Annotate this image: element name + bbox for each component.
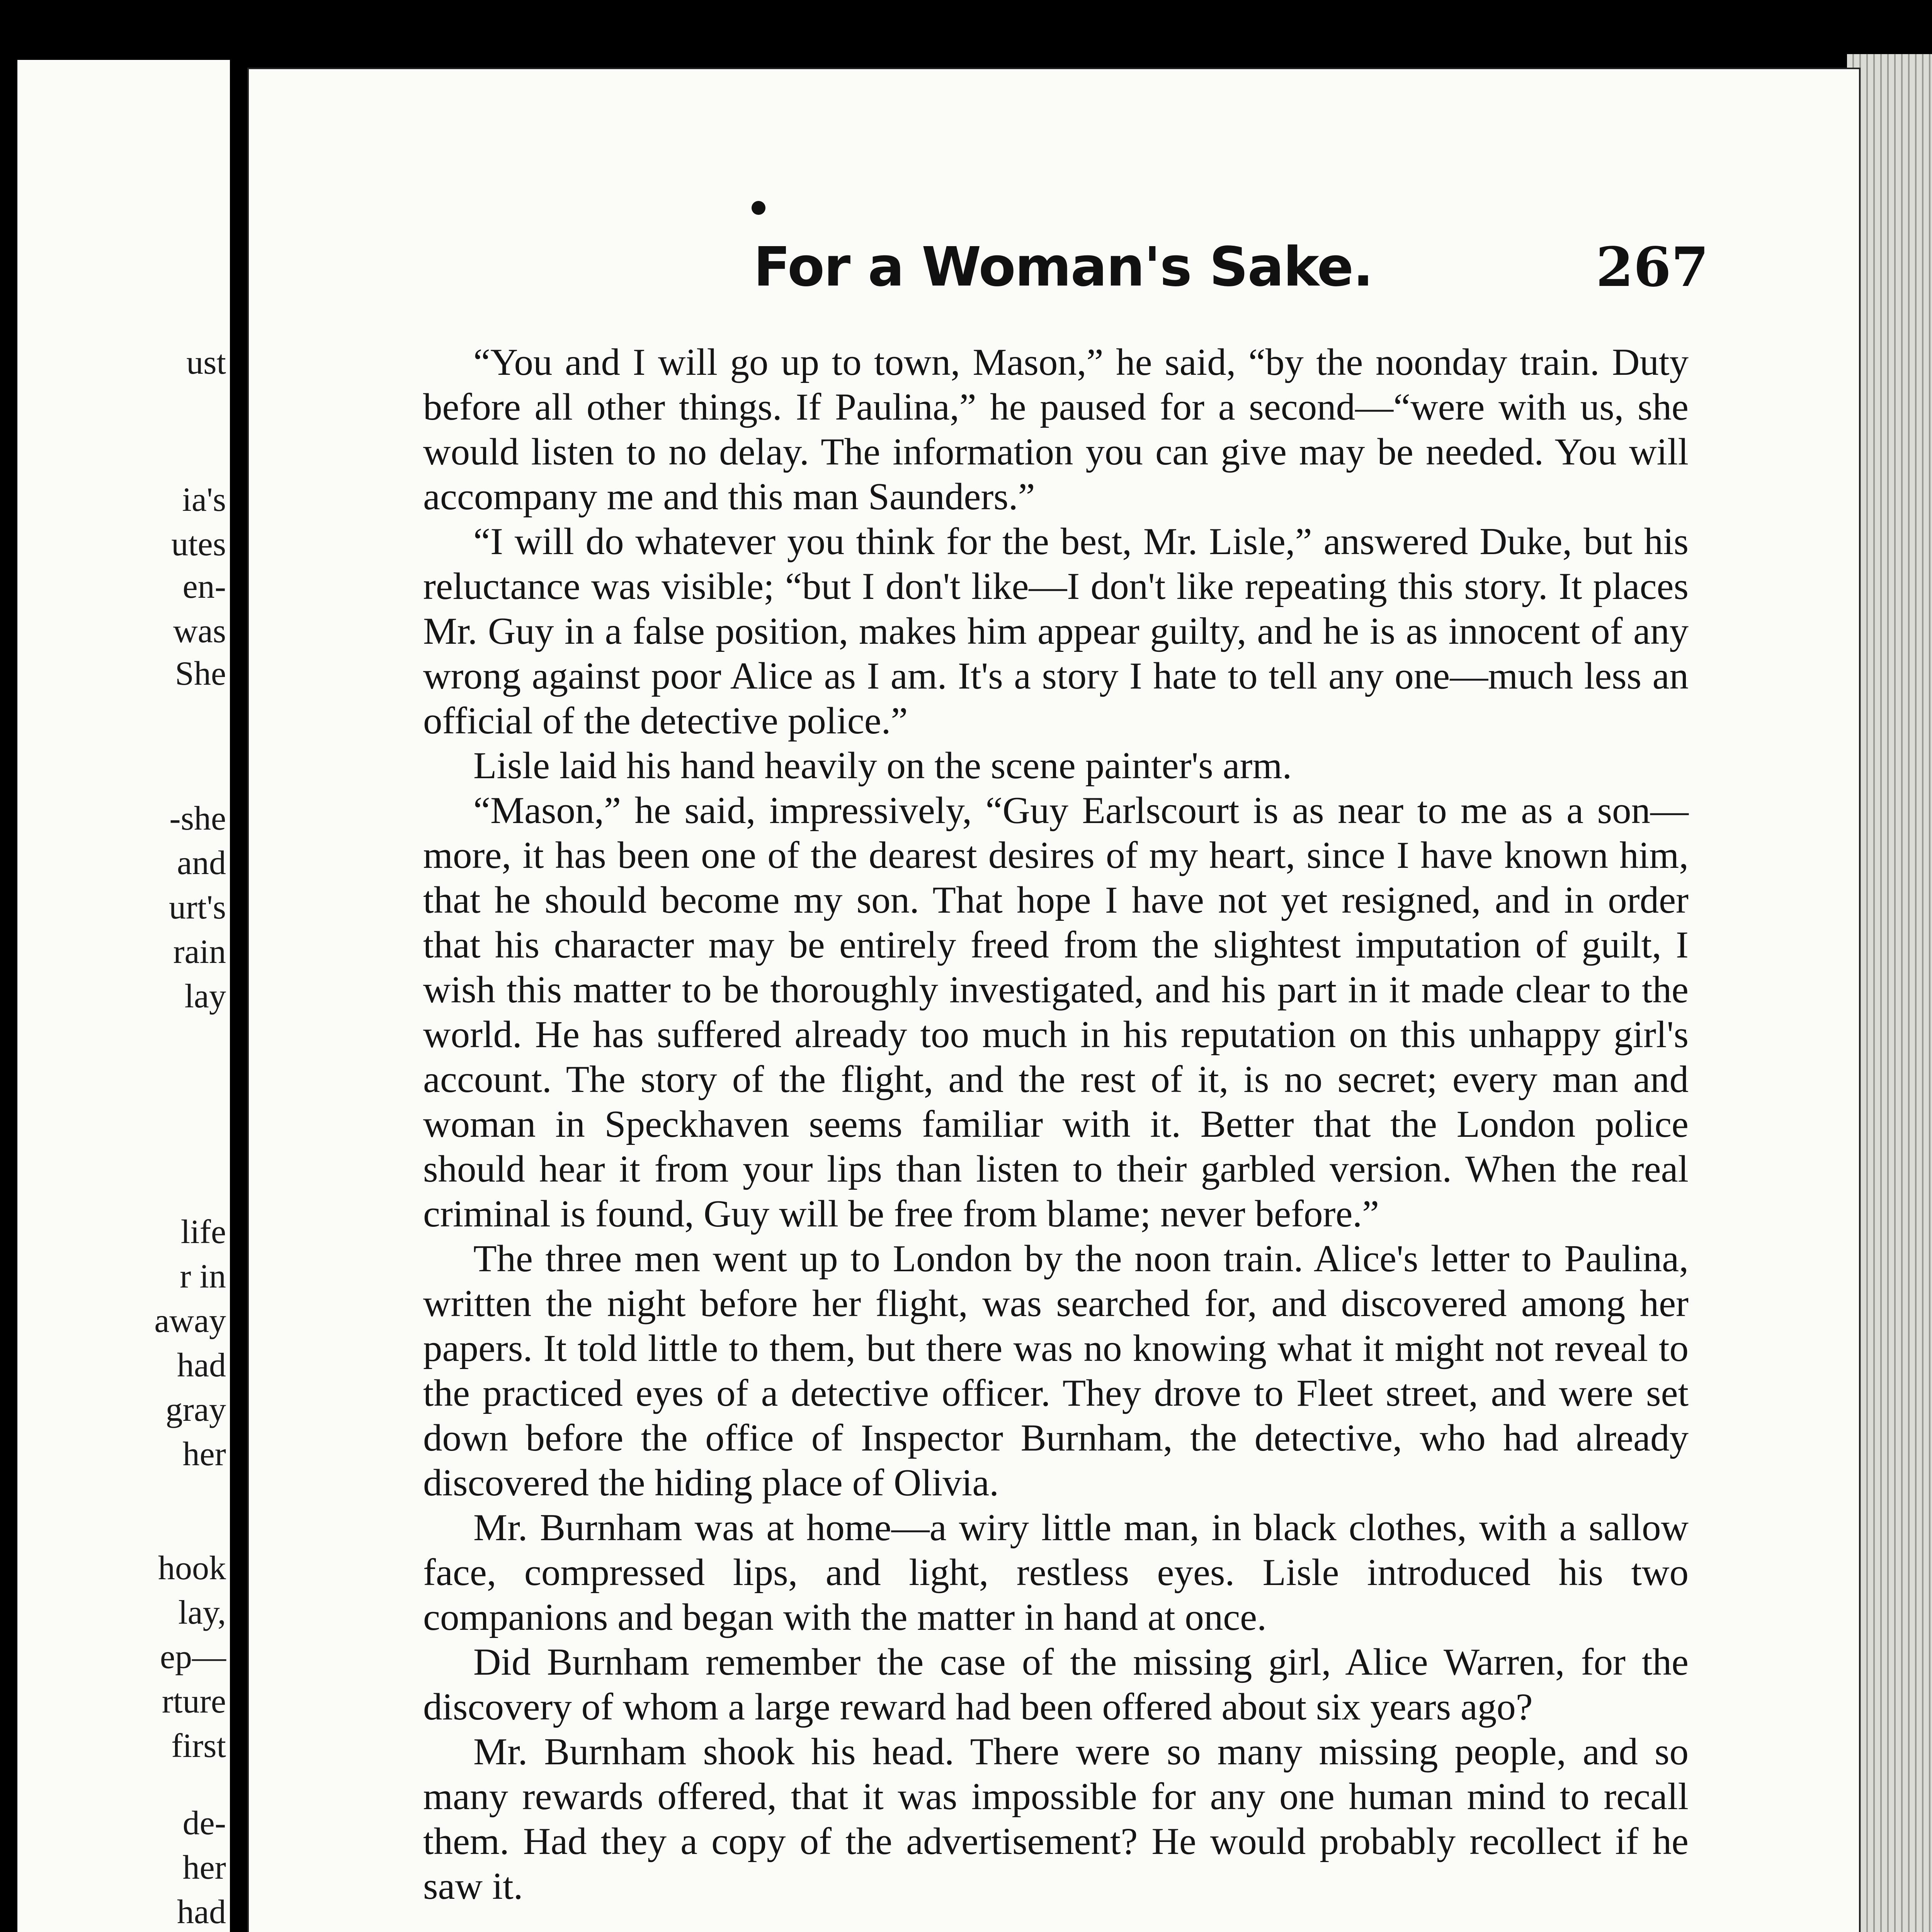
ink-dot xyxy=(752,201,765,215)
left-page-text-fragment: rture xyxy=(162,1683,226,1720)
left-page-text-fragment: en- xyxy=(182,568,226,605)
left-page-text-fragment: her xyxy=(182,1435,226,1473)
body-text xyxy=(423,340,1689,1909)
left-page-text-fragment: life xyxy=(180,1213,226,1251)
left-page-text-fragment: gray xyxy=(165,1391,226,1429)
left-page-text-fragment: ia's xyxy=(182,481,226,519)
left-page-text-fragment: first xyxy=(171,1727,226,1765)
left-page-text-fragment: -she xyxy=(169,800,226,837)
left-page-text-fragment: had xyxy=(177,1893,226,1931)
paragraph: “Mason,” he said, impressively, “Guy Earlscourt is as near to me as a son—more, it has been one of the dearest desires of my heart, since I have known him, that he should become my son. That hope I have not yet resigned, and in order that his character may be entirely freed from the slightest imputation of guilt, I wish this matter to be thoroughly investigated, and his part in it made clear to the world. He has suffered already too much in his reputation on this unhappy girl's account. The story of the flight, and the rest of it, is no secret; every man and woman in Speckhaven seems familiar with it. Better that the London police should hear it from your lips than listen to their garbled version. When the real criminal is found, Guy will be free from blame; never before.” xyxy=(423,789,1689,1235)
left-page-fragment xyxy=(17,60,230,1932)
paragraph: Did Burnham remember the case of the missing girl, Alice Warren, for the discovery of whom a large reward had been offered about six years ago? xyxy=(423,1641,1689,1728)
paragraph: “You and I will go up to town, Mason,” he said, “by the noonday train. Duty before all other things. If Paulina,” he paused for a second—“were with us, she would listen to no delay. The information you can give may be needed. You will accompany me and this man Saunders.” xyxy=(423,341,1689,518)
left-page-text-fragment: lay, xyxy=(178,1594,226,1631)
page-number: 267 xyxy=(1596,236,1709,299)
left-page-text-fragment: and xyxy=(177,844,226,882)
left-page-text-fragment: was xyxy=(173,612,226,650)
left-page-text-fragment: lay xyxy=(184,978,226,1015)
left-page-text-fragment: urt's xyxy=(169,889,226,926)
left-page-text-fragment: had xyxy=(177,1347,226,1384)
left-page-text-fragment: rain xyxy=(173,933,226,971)
left-page-text-fragment: She xyxy=(175,655,226,692)
paragraph: Mr. Burnham was at home—a wiry little man, in black clothes, with a sallow face, compressed lips, and light, restless eyes. Lisle introduced his two companions and began with the matter in hand at once. xyxy=(423,1507,1689,1638)
left-page-text-fragment: utes xyxy=(171,526,226,563)
paragraph: The three men went up to London by the noon train. Alice's letter to Paulina, written the night before her flight, was searched for, and discovered among her papers. It told little to them, but there was no knowing what it might not reveal to the practiced eyes of a detective officer. They drove to Fleet street, and were set down before the office of Inspector Burnham, the detective, who had already discovered the hiding place of Olivia. xyxy=(423,1238,1689,1504)
paragraph: “I will do whatever you think for the best, Mr. Lisle,” answered Duke, but his reluctance was visible; “but I don't like—I don't like repeating this story. It places Mr. Guy in a false position, makes him appear guilty, and he is as innocent of any wrong against poor Alice as I am. It's a story I hate to tell any one—much less an official of the detective police.” xyxy=(423,520,1689,742)
left-page-text-fragment: ep— xyxy=(160,1638,226,1676)
left-page-text-fragment: de- xyxy=(182,1804,226,1842)
paragraph: Lisle laid his hand heavily on the scene painter's arm. xyxy=(473,745,1292,787)
left-page-text-fragment: r in xyxy=(180,1258,226,1295)
left-page-text-fragment: ust xyxy=(186,344,226,381)
running-title: For a Woman's Sake. xyxy=(753,236,1373,299)
left-page-text-fragment: her xyxy=(182,1849,226,1886)
left-page-text-fragment: away xyxy=(154,1302,226,1340)
left-page-text-fragment: hook xyxy=(158,1549,226,1587)
paragraph: Mr. Burnham shook his head. There were so many missing people, and so many rewards offered, that it was impossible for any one human mind to recall them. Had they a copy of the advertisement? He would probably recollect if he saw it. xyxy=(423,1731,1689,1907)
